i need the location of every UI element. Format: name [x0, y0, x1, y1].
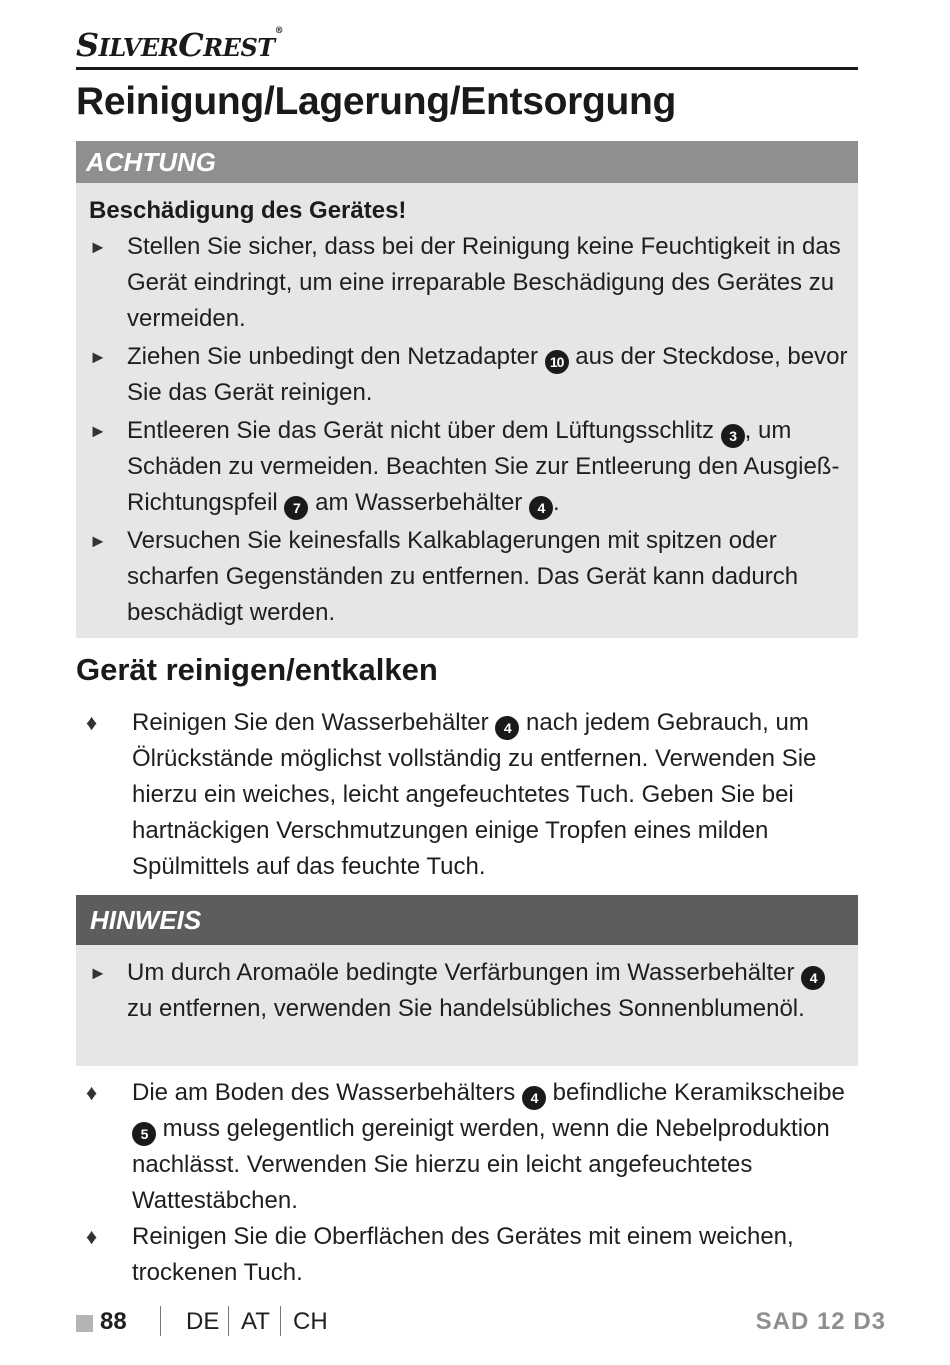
diamond-bullet-icon: ♦ [86, 710, 98, 735]
part-number-badge: 4 [495, 716, 519, 740]
part-number-badge: 4 [801, 966, 825, 990]
section-heading: Gerät reinigen/entkalken [76, 652, 438, 687]
cleaning-item: ♦ Die am Boden des Wasserbehälters 4 befindliche Keramikscheibe 5 muss gelegentlich gereinigt werden, wenn die Nebelproduktion nachlässt. Verwenden Sie hierzu ein leicht angefeuchtetes Wattestäbchen. [76, 1075, 861, 1219]
footer-divider [228, 1306, 229, 1336]
warning-item: ► Entleeren Sie das Gerät nicht über dem Lüftungsschlitz 3 , um Schäden zu vermeiden. Beachten Sie zur Entleerung den Ausgieß-Richtungspfeil 7 am Wasserbehälter 4 . [76, 413, 858, 521]
warning-heading: ACHTUNG [76, 141, 858, 183]
lang-de: DE [186, 1308, 220, 1335]
arrow-bullet-icon: ► [89, 963, 107, 983]
diamond-bullet-icon: ♦ [86, 1224, 98, 1249]
footer-divider [160, 1306, 161, 1336]
diamond-bullet-icon: ♦ [86, 1080, 98, 1105]
part-number-badge: 5 [132, 1122, 156, 1146]
cleaning-list [76, 705, 861, 885]
warning-subtitle: Beschädigung des Gerätes! [89, 197, 407, 224]
part-number-badge: 7 [284, 496, 308, 520]
warning-item: ► Ziehen Sie unbedingt den Netzadapter 10 aus der Steckdose, bevor Sie das Gerät reinigen. [76, 339, 858, 411]
page-marker-icon [76, 1315, 93, 1332]
note-item: ► Um durch Aromaöle bedingte Verfärbungen im Wasserbehälter 4 zu entfernen, verwenden Sie handelsübliches Sonnenblumenöl. [76, 955, 858, 1027]
warning-item: ► Stellen Sie sicher, dass bei der Reinigung keine Feuchtigkeit in das Gerät eindringt, um eine irreparable Beschädigung des Gerätes zu vermeiden. [76, 229, 858, 337]
arrow-bullet-icon: ► [89, 237, 107, 257]
lang-at: AT [241, 1308, 270, 1335]
cleaning-item: ♦ Reinigen Sie die Oberflächen des Gerätes mit einem weichen, trockenen Tuch. [76, 1219, 861, 1291]
header-rule [76, 67, 858, 70]
cleaning-item: ♦ Reinigen Sie den Wasserbehälter 4 nach jedem Gebrauch, um Ölrückstände möglichst vollständig zu entfernen. Verwenden Sie hierzu ein weiches, leicht angefeuchtetes Tuch. Geben Sie bei hartnäckigen Verschmutzungen einige Tropfen eines milden Spülmittels auf das feuchte Tuch. [76, 705, 861, 885]
model-number: SAD 12 D3 [755, 1308, 886, 1335]
page-number: 88 [100, 1308, 127, 1335]
note-box [76, 895, 858, 1066]
page-title: Reinigung/Lagerung/Entsorgung [76, 80, 677, 123]
arrow-bullet-icon: ► [89, 347, 107, 367]
warning-item: ► Versuchen Sie keinesfalls Kalkablagerungen mit spitzen oder scharfen Gegenständen zu entfernen. Das Gerät kann dadurch beschädigt werden. [76, 523, 858, 631]
part-number-badge: 10 [545, 350, 569, 374]
note-heading: HINWEIS [76, 895, 858, 945]
note-list [76, 955, 858, 1027]
lang-ch: CH [293, 1308, 328, 1335]
warning-list [76, 229, 858, 631]
part-number-badge: 4 [522, 1086, 546, 1110]
part-number-badge: 3 [721, 424, 745, 448]
page-footer [76, 1306, 886, 1340]
footer-divider [280, 1306, 281, 1336]
arrow-bullet-icon: ► [89, 531, 107, 551]
part-number-badge: 4 [529, 496, 553, 520]
brand-logo: SILVERCREST® [76, 26, 284, 64]
cleaning-list-2 [76, 1075, 861, 1291]
warning-box [76, 141, 858, 638]
arrow-bullet-icon: ► [89, 421, 107, 441]
